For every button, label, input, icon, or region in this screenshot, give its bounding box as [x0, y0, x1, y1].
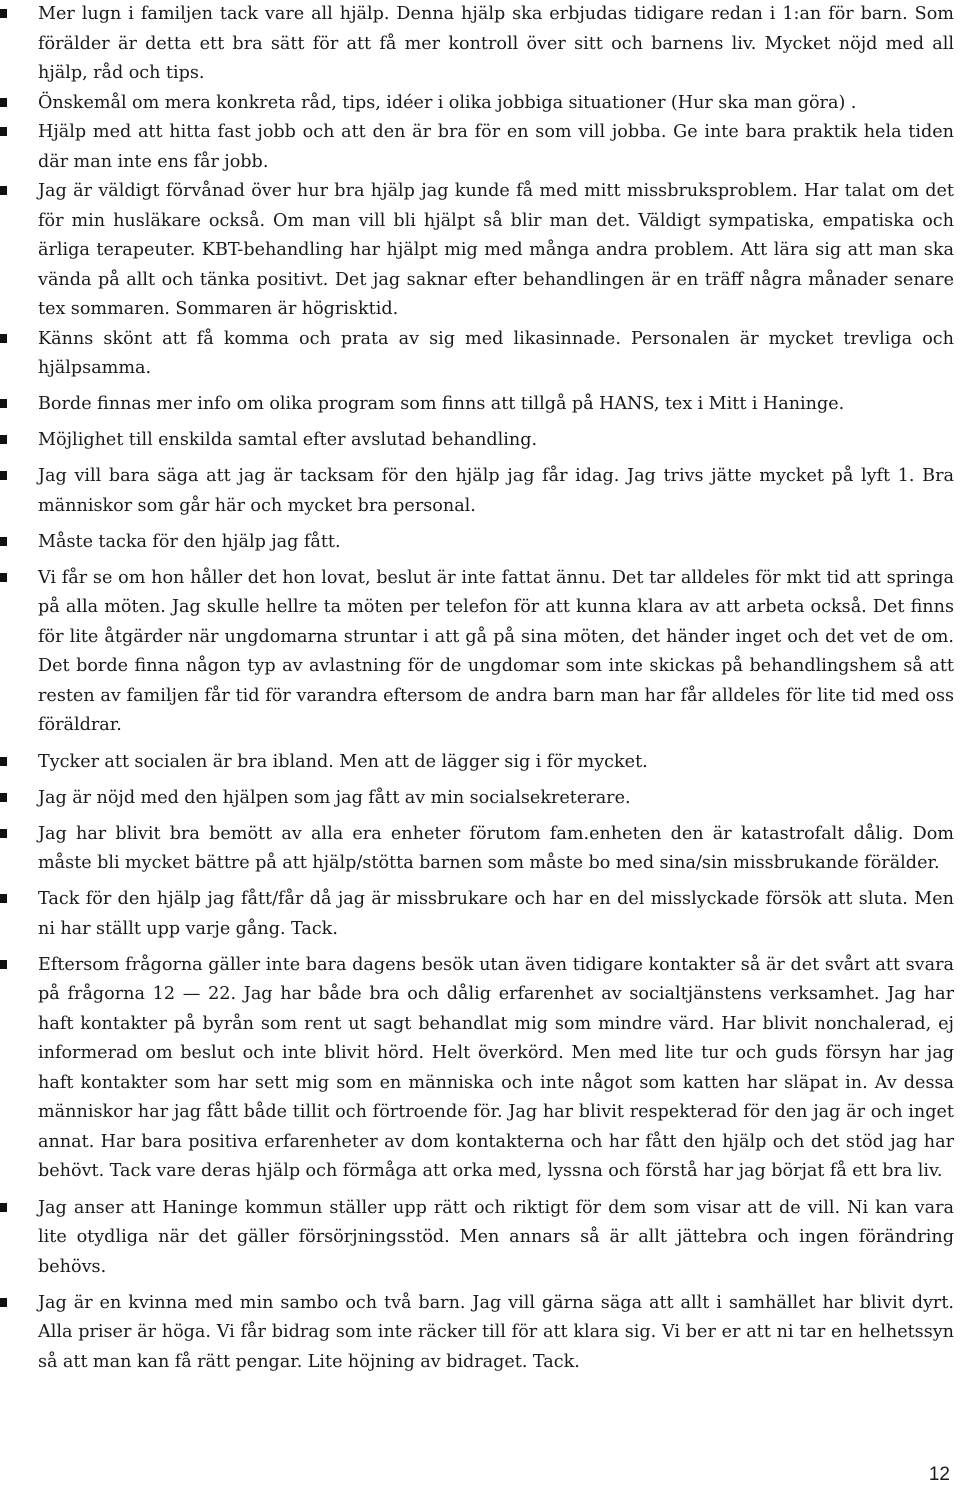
bullet-icon [0, 471, 7, 480]
bullet-icon [0, 98, 7, 107]
bullet-icon [0, 334, 7, 343]
comment-text: Jag anser att Haninge kommun ställer upp rätt och riktigt för dem som visar att de vill. Ni kan vara lite otydliga när det gäller försörjningsstöd. Men annars så är allt jättebra och ingen förändring behövs. [38, 1197, 954, 1277]
comment-text: Tycker att socialen är bra ibland. Men att de lägger sig i för mycket. [38, 751, 648, 772]
comment-text: Känns skönt att få komma och prata av sig med likasinnade. Personalen är mycket trevliga och hjälpsamma. [38, 328, 954, 378]
comment-text: Vi får se om hon håller det hon lovat, beslut är inte fattat ännu. Det tar alldeles för mkt tid att springa på alla möten. Jag skulle hellre ta möten per telefon för att kunna klara av att arbeta också. Det finns för lite åtgärder när ungdomarna struntar i att gå på sina möten, det händer inget och det vet de om. Det borde finna någon typ av avlastning för de ungdomar som inte skickas på behandlingshem så att resten av familjen får tid för varandra eftersom de andra barn man har får alldeles för lite tid med oss föräldrar. [38, 567, 954, 736]
comment-text: Borde finnas mer info om olika program som finns att tillgå på HANS, tex i Mitt i Haninge. [38, 394, 845, 415]
list-item [0, 748, 954, 778]
comment-text: Jag är en kvinna med min sambo och två barn. Jag vill gärna säga att allt i samhället har blivit dyrt. Alla priser är höga. Vi får bidrag som inte räcker till för att klara sig. Vi ber er att ni tar en helhetssyn så att man kan få rätt pengar. Lite höjning av bidraget. Tack. [38, 1292, 954, 1372]
list-item [0, 325, 954, 384]
comment-text: Jag är nöjd med den hjälpen som jag fått av min socialsekreterare. [38, 787, 631, 808]
bullet-icon [0, 186, 7, 195]
list-item [0, 426, 954, 456]
bullet-icon [0, 829, 7, 838]
comment-text: Jag vill bara säga att jag är tacksam för den hjälp jag får idag. Jag trivs jätte mycket på lyft 1. Bra människor som går här och mycket bra personal. [38, 466, 954, 516]
comment-text: Möjlighet till enskilda samtal efter avslutad behandling. [38, 430, 538, 451]
list-item [0, 390, 954, 420]
bullet-icon [0, 435, 7, 444]
bullet-icon [0, 894, 7, 903]
bullet-icon [0, 960, 7, 969]
comment-text: Hjälp med att hitta fast jobb och att den är bra för en som vill jobba. Ge inte bara praktik hela tiden där man inte ens får jobb. [38, 122, 954, 172]
list-item [0, 1289, 954, 1378]
list-item [0, 885, 954, 944]
comment-text: Önskemål om mera konkreta råd, tips, idéer i olika jobbiga situationer (Hur ska man göra) . [38, 92, 857, 113]
comment-text: Mer lugn i familjen tack vare all hjälp. Denna hjälp ska erbjudas tidigare redan i 1:an för barn. Som förälder är detta ett bra sätt för att få mer kontroll över sitt och barnens liv. Mycket nöjd med all hjälp, råd och tips. [38, 4, 954, 83]
list-item [0, 89, 954, 119]
comment-text: Eftersom frågorna gäller inte bara dagens besök utan även tidigare kontakter så är det svårt att svara på frågorna 12 — 22. Jag har både bra och dålig erfarenhet av socialtjänstens verksamhet. Jag har haft kontakter på byrån som rent ut sagt behandlat mig som mindre värd. Har blivit nonchalerad, ej informerad om beslut och inte blivit hörd. Helt överkörd. Men med lite tur och guds försyn har jag haft kontakter som har sett mig som en människa och inte något som katten har släpat in. Av dessa människor har jag fått både tillit och förtroende för. Jag har blivit respekterad för den jag är och inget annat. Har bara positiva erfarenheter av dom kontakterna och har fått den hjälp och det stöd jag har behövt. Tack vare deras hjälp och förmåga att orka med, lyssna och förstå har jag börjat få ett bra liv. [38, 954, 954, 1182]
comment-text: Jag har blivit bra bemött av alla era enheter förutom fam.enheten den är katastrofalt dålig. Dom måste bli mycket bättre på att hjälp/stötta barnen som måste bo med sina/sin missbrukande förälder. [38, 823, 954, 874]
bullet-icon [0, 793, 7, 802]
bullet-icon [0, 399, 7, 408]
bullet-icon [0, 9, 7, 18]
list-item [0, 564, 954, 741]
list-item [0, 951, 954, 1187]
bullet-icon [0, 1298, 7, 1307]
list-item [0, 177, 954, 325]
list-item [0, 118, 954, 177]
list-item [0, 0, 954, 89]
bullet-icon [0, 537, 7, 546]
bullet-icon [0, 1203, 7, 1212]
list-item [0, 784, 954, 814]
bullet-icon [0, 757, 7, 766]
page-number: 12 [928, 1464, 950, 1485]
comment-text: Måste tacka för den hjälp jag fått. [38, 531, 341, 552]
bullet-icon [0, 573, 7, 582]
comment-text: Jag är väldigt förvånad över hur bra hjälp jag kunde få med mitt missbruksproblem. Har talat om det för min husläkare också. Om man vill bli hjälpt så blir man det. Väldigt sympatiska, empatiska och ärliga terapeuter. KBT-behandling har hjälpt mig med många andra problem. Att lära sig att man ska vända på allt och tänka positivt. Det jag saknar efter behandlingen är en träff några månader senare tex sommaren. Sommaren är högrisktid. [38, 181, 954, 319]
comment-text: Tack för den hjälp jag fått/får då jag är missbrukare och har en del misslyckade försök att sluta. Men ni har ställt upp varje gång. Tack. [38, 889, 954, 939]
list-item [0, 528, 954, 558]
list-item [0, 1194, 954, 1283]
list-item [0, 820, 954, 879]
list-item [0, 462, 954, 521]
bullet-icon [0, 127, 7, 136]
